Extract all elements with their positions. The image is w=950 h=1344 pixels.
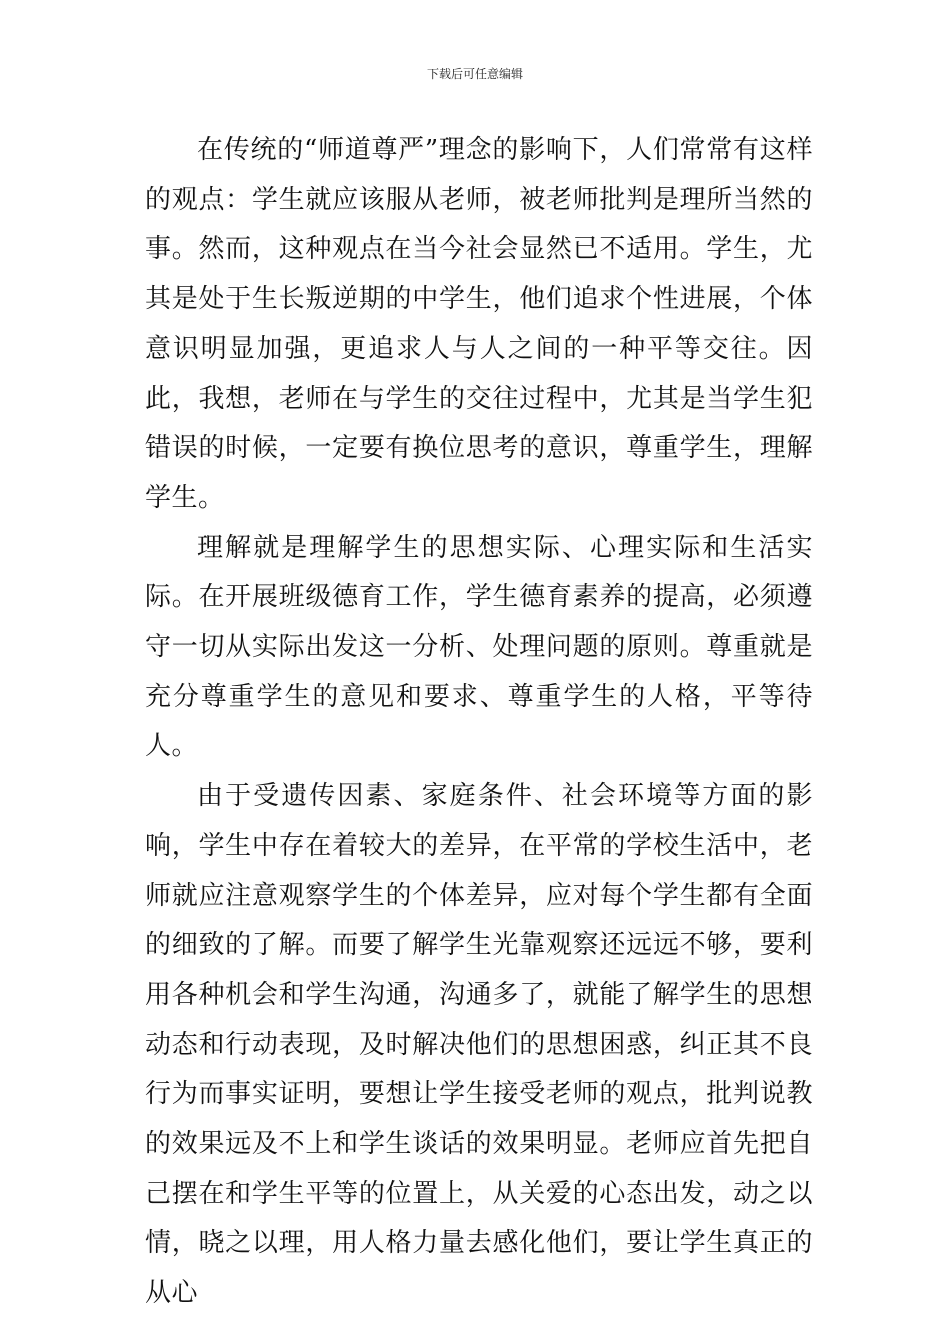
page-header: 下载后可任意编辑: [426, 67, 523, 81]
paragraph-3: 由于受遗传因素、家庭条件、社会环境等方面的影响，学生中存在着较大的差异，在平常的学校生活中，老师就应注意观察学生的个体差异，应对每个学生都有全面的细致的了解。而要了解学生光靠观察还远远不够，要利用各种机会和学生沟通，沟通多了，就能了解学生的思想动态和行动表现，及时解决他们的思想困惑，纠正其不良行为而事实证明，要想让学生接受老师的观点，批判说教的效果远及不上和学生谈话的效果明显。老师应首先把自己摆在和学生平等的位置上，从关爱的心态出发，动之以情，晓之以理，用人格力量去感化他们，要让学生真正的从心: [145, 781, 813, 1309]
paragraph-2: 理解就是理解学生的思想实际、心理实际和生活实际。在开展班级德育工作，学生德育素养的提高，必须遵守一切从实际出发这一分析、处理问题的原则。尊重就是充分尊重学生的意见和要求、尊重学生的人格，平等待人。: [145, 532, 813, 762]
paragraph-1: 在传统的“师道尊严”理念的影响下，人们常常有这样的观点：学生就应该服从老师，被老师批判是理所当然的事。然而，这种观点在当今社会显然已不适用。学生，尤其是处于生长叛逆期的中学生，他们追求个性进展，个体意识明显加强，更追求人与人之间的一种平等交往。因此，我想，老师在与学生的交往过程中，尤其是当学生犯错误的时候，一定要有换位思考的意识，尊重学生，理解学生。: [145, 135, 813, 513]
document-body: [145, 126, 813, 1319]
